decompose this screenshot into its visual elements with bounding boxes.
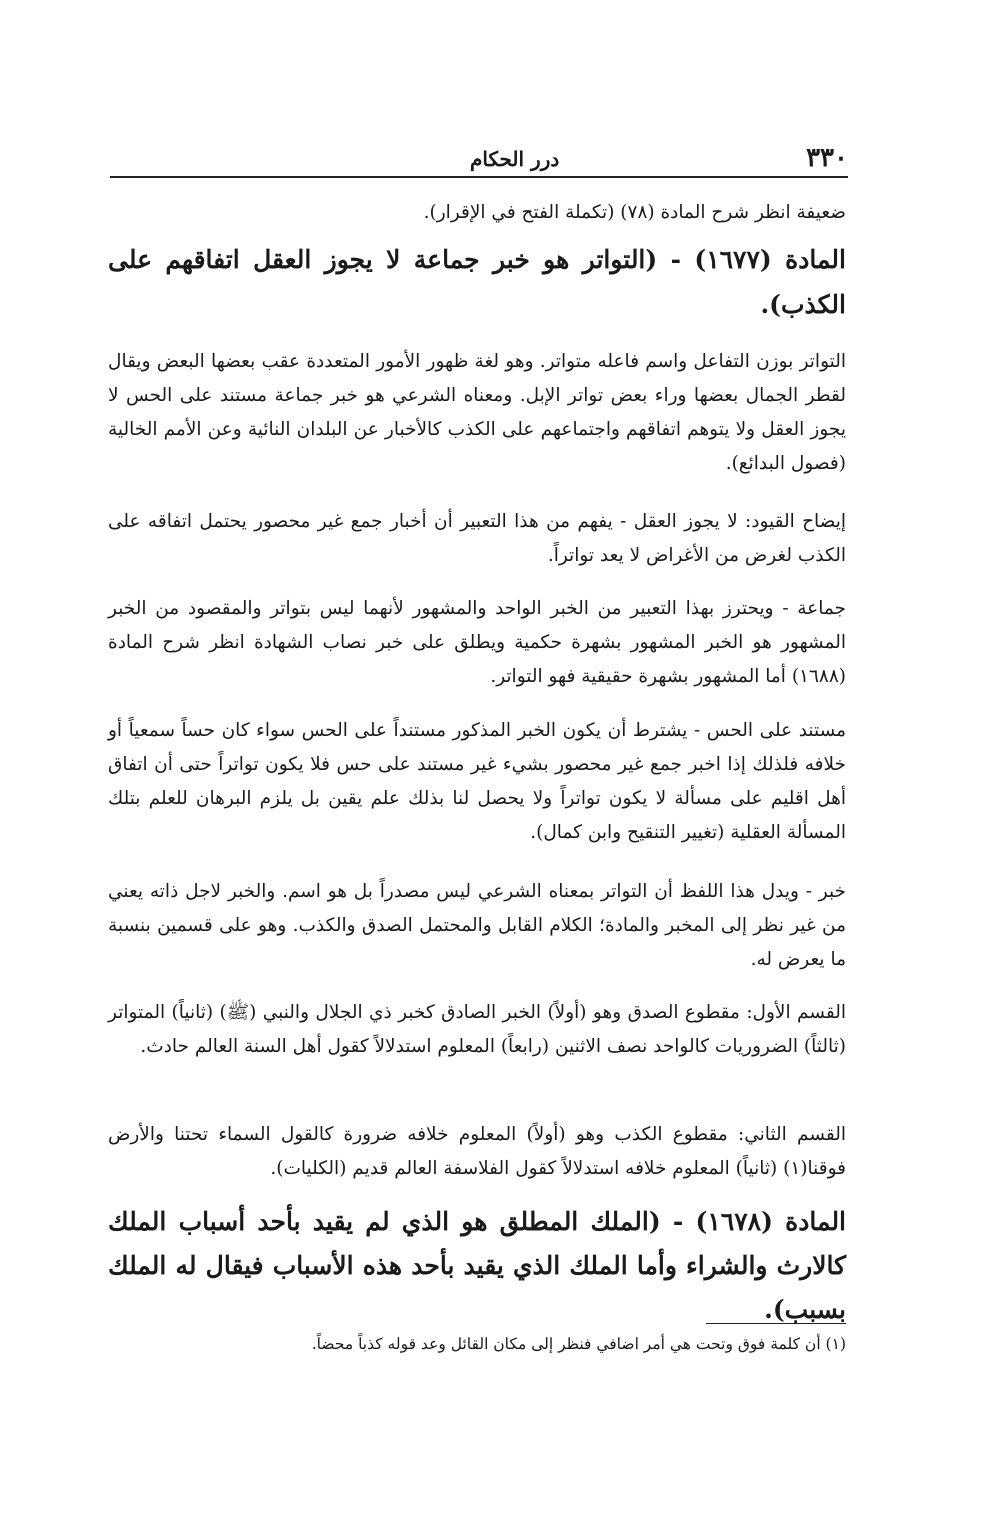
running-title: درر الحكام — [470, 147, 560, 171]
paragraph-first-category: القسم الأول: مقطوع الصدق وهو (أولاً) الخبر الصادق كخبر ذي الجلال والنبي (ﷺ) (ثانياً) المتواتر (ثالثاً) الضروريات كالواحد نصف الاثنين (رابعاً) المعلوم استدلالاً كقول أهل السنة العالم حادث. — [108, 1002, 846, 1057]
paragraph-jamaa: جماعة - ويحترز بهذا التعبير من الخبر الواحد والمشهور لأنهما ليس بتواتر والمقصود من الخبر المشهور هو الخبر المشهور بشهرة حكمية ويطلق على خبر نصاب الشهادة انظر شرح المادة (١٦٨٨) أما المشهور بشهرة حقيقية فهو التواتر. — [108, 598, 846, 687]
footnote: (١) أن كلمة فوق وتحت هي أمر اضافي فنظر إلى مكان القائل وعد قوله كذباً محضاً. — [311, 1335, 846, 1353]
paragraph-continuation: ضعيفة انظر شرح المادة (٧٨) (تكملة الفتح في الإقرار). — [423, 202, 846, 223]
footnote-separator — [706, 1323, 846, 1324]
paragraph-constraints-explanation: إيضاح القيود: لا يجوز العقل - يفهم من هذا التعبير أن أخبار جمع غير محصور يحتمل اتفاقه على الكذب لغرض من الأغراض لا يعد تواتراً. — [108, 511, 846, 566]
paragraph-mustanad-ala-alhiss: مستند على الحس - يشترط أن يكون الخبر المذكور مستنداً على الحس سواء كان حساً سمعياً أو خلافه فلذلك إذا اخبر جمع غير محصور بشيء غير مستند على حس فلا يكون تواتراً حتى أن اتفاق أهل اقليم على مسألة لا يكون تواتراً ولا يحصل لنا بذلك علم يقين بل يلزم البرهان للعلم بتلك المسألة العقلية (تغيير التنقيح وابن كمال). — [108, 720, 846, 843]
article-1678-heading: المادة (١٦٧٨) - (الملك المطلق هو الذي لم يقيد بأحد أسباب الملك كالارث والشراء وأما الملك الذي يقيد بأحد هذه الأسباب فيقال له الملك بسبب). — [108, 1207, 847, 1324]
page-header — [110, 142, 848, 178]
paragraph-tawatur-definition: التواتر بوزن التفاعل واسم فاعله متواتر. وهو لغة ظهور الأمور المتعددة عقب بعضها البعض ويقال لقطر الجمال بعضها وراء بعض تواتر الإبل. ومعناه الشرعي هو خبر جماعة مستند على الحس لا يجوز العقل ولا يتوهم اتفاقهم واجتماعهم على الكذب كالأخبار عن البلدان النائية وعن الأمم الخالية (فصول البدائع). — [108, 351, 846, 474]
page-number: ٣٣٠ — [806, 143, 848, 173]
paragraph-second-category: القسم الثاني: مقطوع الكذب وهو (أولاً) المعلوم خلافه ضرورة كالقول السماء تحتنا والأرض فوقنا(١) (ثانياً) المعلوم خلافه استدلالاً كقول الفلاسفة العالم قديم (الكليات). — [108, 1124, 846, 1179]
article-1677-heading: المادة (١٦٧٧) - (التواتر هو خبر جماعة لا يجوز العقل اتفاقهم على الكذب). — [108, 245, 846, 319]
paragraph-khabar: خبر - ويدل هذا اللفظ أن التواتر بمعناه الشرعي ليس مصدراً بل هو اسم. والخبر لاجل ذاته يعني من غير نظر إلى المخبر والمادة؛ الكلام القابل والمحتمل الصدق والكذب. وهو على قسمين بنسبة ما يعرض له. — [108, 881, 846, 970]
